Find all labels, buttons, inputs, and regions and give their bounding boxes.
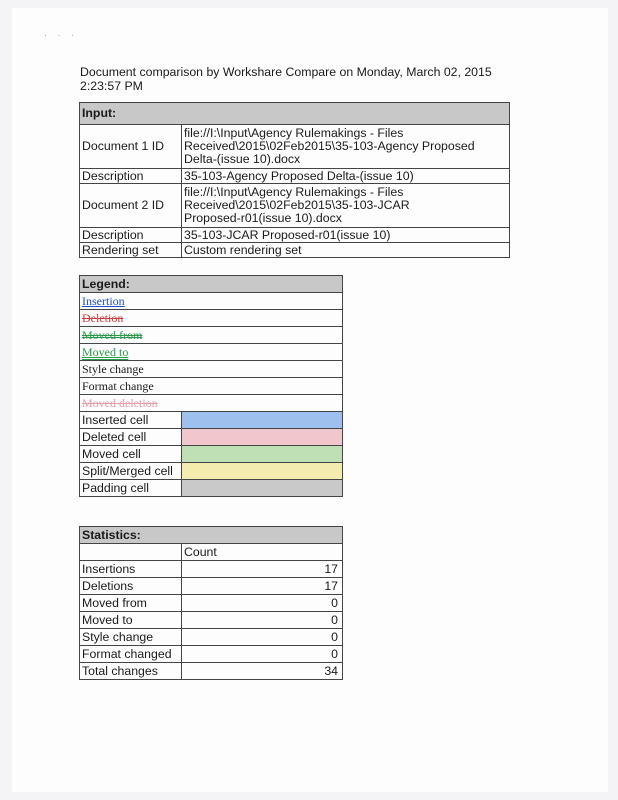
header-line-2: 2:23:57 PM bbox=[80, 79, 143, 93]
legend-row bbox=[80, 361, 343, 378]
stats-label: Moved to bbox=[80, 612, 182, 629]
statistics-title: Statistics: bbox=[80, 527, 343, 544]
stats-row bbox=[80, 663, 343, 680]
legend-cell-label: Inserted cell bbox=[80, 412, 182, 429]
input-value-line: file://I:\Input\Agency Rulemakings - Files bbox=[184, 126, 404, 140]
input-label: Description bbox=[80, 228, 182, 243]
input-value-line: Received\2015\02Feb2015\35-103-JCAR bbox=[184, 198, 410, 212]
moved-cell-swatch bbox=[182, 446, 343, 463]
input-value-line: Delta-(issue 10).docx bbox=[184, 152, 301, 166]
input-row bbox=[80, 184, 510, 228]
stats-row bbox=[80, 595, 343, 612]
legend-cell-label: Split/Merged cell bbox=[80, 463, 182, 480]
legend-row bbox=[80, 327, 343, 344]
input-row bbox=[80, 228, 510, 243]
legend-row bbox=[80, 395, 343, 412]
stats-row bbox=[80, 561, 343, 578]
deleted-cell-swatch bbox=[182, 429, 343, 446]
stats-label: Insertions bbox=[80, 561, 182, 578]
stats-count: 17 bbox=[182, 578, 343, 595]
stats-label: Style change bbox=[80, 629, 182, 646]
stats-row bbox=[80, 646, 343, 663]
legend-row bbox=[80, 293, 343, 310]
legend-style-change: Style change bbox=[82, 361, 144, 376]
legend-moved-deletion: Moved deletion bbox=[82, 395, 158, 410]
padding-cell-swatch bbox=[182, 480, 343, 497]
legend-cell-row bbox=[80, 480, 343, 497]
input-value bbox=[182, 184, 510, 228]
legend-moved-to: Moved to bbox=[82, 344, 129, 359]
input-label: Rendering set bbox=[80, 243, 182, 258]
stats-label: Deletions bbox=[80, 578, 182, 595]
inserted-cell-swatch bbox=[182, 412, 343, 429]
legend-row bbox=[80, 310, 343, 327]
statistics-table bbox=[79, 526, 343, 680]
stats-count: 34 bbox=[182, 663, 343, 680]
input-table bbox=[79, 102, 510, 258]
split-merged-cell-swatch bbox=[182, 463, 343, 480]
stats-label: Format changed bbox=[80, 646, 182, 663]
legend-title: Legend: bbox=[80, 276, 343, 293]
input-value: 35-103-Agency Proposed Delta-(issue 10) bbox=[182, 169, 510, 184]
comparison-header bbox=[80, 65, 510, 93]
stats-count: 0 bbox=[182, 629, 343, 646]
input-value-line: Received\2015\02Feb2015\35-103-Agency Proposed bbox=[184, 139, 475, 153]
input-row bbox=[80, 125, 510, 169]
count-header: Count bbox=[182, 544, 343, 561]
legend-cell-label: Deleted cell bbox=[80, 429, 182, 446]
input-value bbox=[182, 125, 510, 169]
stats-count: 17 bbox=[182, 561, 343, 578]
input-label: Document 2 ID bbox=[80, 184, 182, 228]
legend-deletion: Deletion bbox=[82, 310, 124, 325]
input-row bbox=[80, 169, 510, 184]
stats-count: 0 bbox=[182, 595, 343, 612]
input-value: 35-103-JCAR Proposed-r01(issue 10) bbox=[182, 228, 510, 243]
stats-label: Moved from bbox=[80, 595, 182, 612]
legend-insertion: Insertion bbox=[82, 293, 125, 308]
legend-cell-row bbox=[80, 429, 343, 446]
legend-moved-from: Moved from bbox=[82, 327, 143, 342]
stats-row bbox=[80, 612, 343, 629]
legend-cell-label: Moved cell bbox=[80, 446, 182, 463]
input-value-line: file://I:\Input\Agency Rulemakings - Files bbox=[184, 185, 404, 199]
legend-format-change: Format change bbox=[82, 378, 154, 393]
stats-count: 0 bbox=[182, 612, 343, 629]
stats-row bbox=[80, 578, 343, 595]
legend-table bbox=[79, 275, 343, 497]
legend-row bbox=[80, 344, 343, 361]
stats-count: 0 bbox=[182, 646, 343, 663]
stats-row bbox=[80, 629, 343, 646]
legend-cell-row bbox=[80, 446, 343, 463]
scan-specks: · · · bbox=[44, 30, 78, 40]
input-title: Input: bbox=[80, 103, 510, 125]
input-label: Description bbox=[80, 169, 182, 184]
legend-cell-row bbox=[80, 463, 343, 480]
legend-cell-label: Padding cell bbox=[80, 480, 182, 497]
header-line-1: Document comparison by Workshare Compare on Monday, March 02, 2015 bbox=[80, 65, 492, 79]
stats-label: Total changes bbox=[80, 663, 182, 680]
input-label: Document 1 ID bbox=[80, 125, 182, 169]
stats-corner-cell bbox=[80, 544, 182, 561]
input-value: Custom rendering set bbox=[182, 243, 510, 258]
input-row bbox=[80, 243, 510, 258]
legend-row bbox=[80, 378, 343, 395]
input-value-line: Proposed-r01(issue 10).docx bbox=[184, 211, 342, 225]
legend-cell-row bbox=[80, 412, 343, 429]
